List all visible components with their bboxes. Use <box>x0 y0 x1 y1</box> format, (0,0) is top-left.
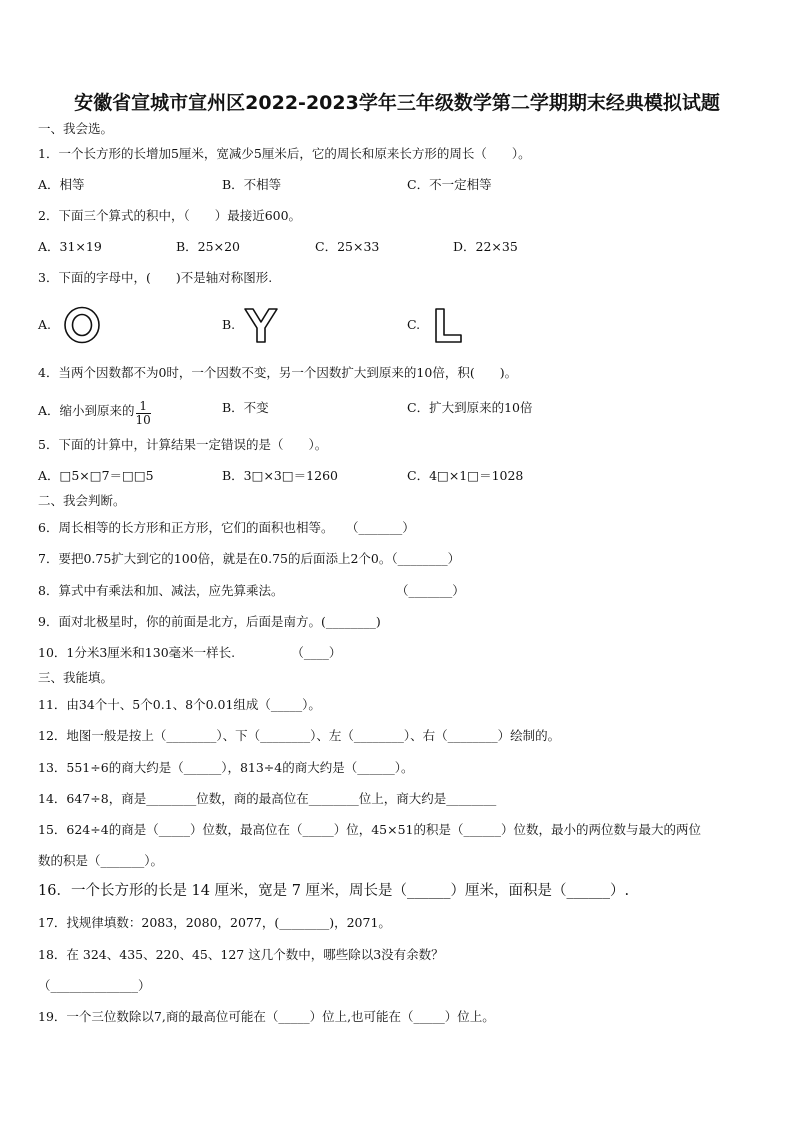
q3-option-b: B. <box>222 317 236 332</box>
q4-option-a <box>38 398 151 425</box>
section-heading-choice: 一、我会选。 <box>38 121 114 136</box>
q3-option-c: C. <box>407 317 421 332</box>
question-17: 17．找规律填数：2083，2080，2077，(________)，2071。 <box>38 915 391 930</box>
question-14: 14．647÷8，商是________位数，商的最高位在________位上，商大约是________ <box>38 791 497 806</box>
q1-option-c: C．不一定相等 <box>407 177 492 192</box>
q2-option-b: B．25×20 <box>176 239 240 254</box>
q2-option-a: A．31×19 <box>38 239 102 254</box>
question-15-line-2: 数的积是（_______）。 <box>38 853 164 868</box>
question-8: 8．算式中有乘法和加、减法，应先算乘法。 （_______） <box>38 583 465 598</box>
question-18-answer: （______________） <box>38 978 151 993</box>
q4-option-a-text: A．缩小到原来的 <box>38 403 135 418</box>
question-6: 6．周长相等的长方形和正方形，它们的面积也相等。 （_______） <box>38 520 415 535</box>
letter-l-outline <box>428 305 468 345</box>
q1-option-a: A．相等 <box>38 177 85 192</box>
q4-option-b: B．不变 <box>222 400 269 415</box>
question-10: 10．1分米3厘米和130毫米一样长. （____） <box>38 645 342 660</box>
question-2: 2．下面三个算式的积中，（ ）最接近600。 <box>38 208 302 223</box>
question-12: 12．地图一般是按上（________）、下（________）、左（________）、右（________）绘制的。 <box>38 728 561 743</box>
question-16: 16．一个长方形的长是 14 厘米，宽是 7 厘米，周长是（______）厘米，面积是（______）. <box>38 883 630 899</box>
question-9: 9．面对北极星时，你的前面是北方，后面是南方。(________) <box>38 614 381 629</box>
question-13: 13．551÷6的商大约是（______），813÷4的商大约是（______）。 <box>38 760 414 775</box>
fraction-numerator: 1 <box>136 400 151 414</box>
question-3: 3．下面的字母中，( )不是轴对称图形. <box>38 270 273 285</box>
q3-option-a: A. <box>38 317 52 332</box>
page-title: 安徽省宣城市宣州区2022-2023学年三年级数学第二学期期末经典模拟试题 <box>74 92 720 114</box>
section-heading-judge: 二、我会判断。 <box>38 493 126 508</box>
question-5: 5．下面的计算中，计算结果一定错误的是（ ）。 <box>38 437 328 452</box>
question-1: 1．一个长方形的长增加5厘米，宽减少5厘米后，它的周长和原来长方形的周长（ ）。 <box>38 146 531 161</box>
question-4: 4．当两个因数都不为0时，一个因数不变，另一个因数扩大到原来的10倍，积( )。 <box>38 365 518 380</box>
letter-o-outline <box>62 305 102 345</box>
q1-option-b: B．不相等 <box>222 177 282 192</box>
fraction-denominator: 10 <box>135 413 151 427</box>
question-11: 11．由34个十、5个0.1、8个0.01组成（_____）。 <box>38 697 321 712</box>
question-19: 19．一个三位数除以7,商的最高位可能在（_____）位上,也可能在（_____）位上。 <box>38 1009 495 1024</box>
section-heading-fill: 三、我能填。 <box>38 670 114 685</box>
q5-option-c: C．4□×1□＝1028 <box>407 468 524 483</box>
q2-option-c: C．25×33 <box>315 239 380 254</box>
question-15-line-1: 15．624÷4的商是（_____）位数，最高位在（_____）位，45×51的积是（______）位数，最小的两位数与最大的两位 <box>38 822 701 837</box>
q2-option-d: D．22×35 <box>453 239 518 254</box>
question-18: 18．在 324、435、220、45、127 这几个数中，哪些除以3没有余数？ <box>38 947 444 962</box>
q4-fraction <box>136 400 151 427</box>
letter-y-outline <box>241 305 281 345</box>
q5-option-b: B．3□×3□＝1260 <box>222 468 338 483</box>
question-7: 7．要把0.75扩大到它的100倍，就是在0.75的后面添上2个0。（________） <box>38 551 461 566</box>
q4-option-c: C．扩大到原来的10倍 <box>407 400 533 415</box>
q5-option-a: A．□5×□7＝□□5 <box>38 468 154 483</box>
